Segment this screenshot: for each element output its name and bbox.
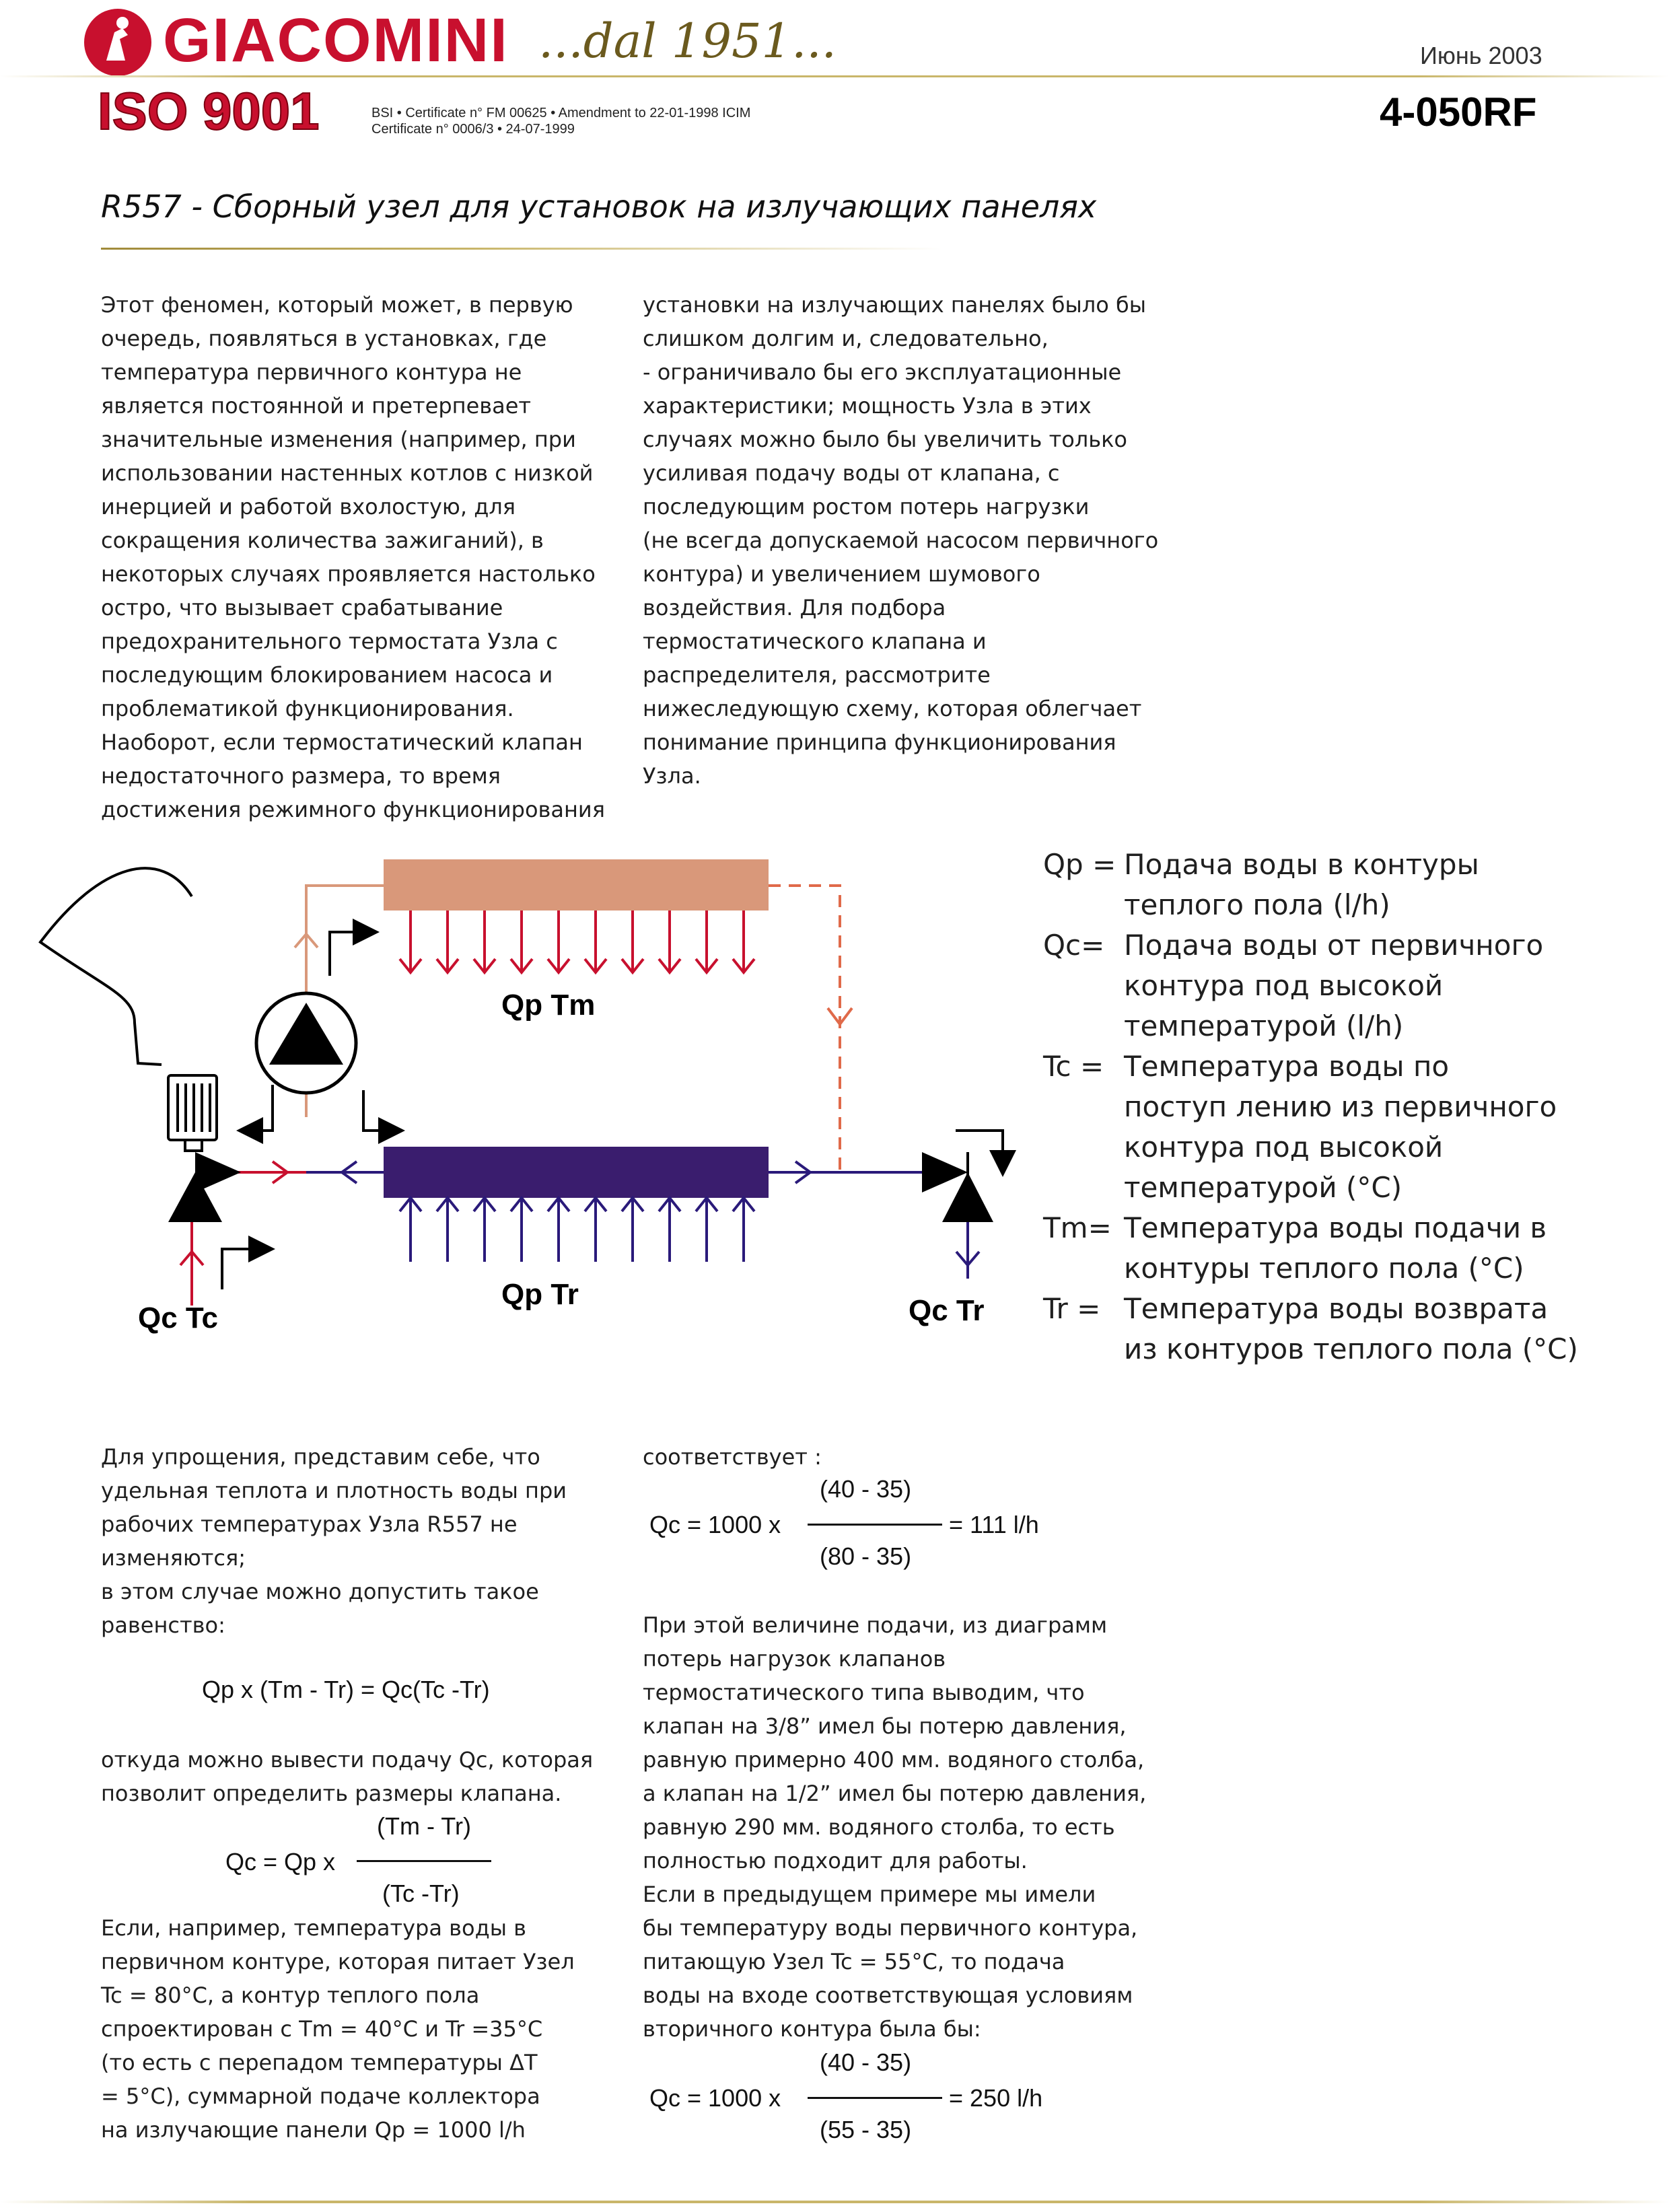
equation-qc-numerator: (Tm - Tr)	[377, 1812, 471, 1840]
return-circuits	[400, 1198, 754, 1262]
document-code: 4-050RF	[1380, 90, 1537, 135]
legend-description: Подача воды в контуры теплого пола (l/h)	[1124, 848, 1479, 921]
legend-description: Температура воды подачи в контуры теплого пола (°C)	[1124, 1211, 1547, 1285]
flow-arrow-top-icon	[330, 932, 377, 976]
legend-description: Температура воды по поступ лению из первичного контура под высокой температурой (°C)	[1124, 1050, 1557, 1204]
pump-icon	[256, 993, 356, 1093]
certificate-line-2: Certificate n° 0006/3 • 24-07-1999	[371, 122, 575, 137]
brand-name: GIACOMINI	[163, 6, 509, 75]
equation-example1-denominator: (80 - 35)	[820, 1542, 912, 1570]
header-rule	[0, 75, 1669, 77]
footer-rule	[0, 2201, 1669, 2203]
legend-description: Подача воды от первичного контура под высокой температурой (l/h)	[1124, 929, 1544, 1042]
giacomini-mark-icon	[81, 5, 155, 79]
legend-row-qc	[1043, 925, 1582, 1046]
document-date: Июнь 2003	[1420, 42, 1542, 69]
return-valve-icon	[922, 1152, 993, 1222]
bypass-dashed-pipe	[769, 886, 840, 1172]
equation-qc-denominator: (Tc -Tr)	[382, 1880, 460, 1907]
legend	[1043, 845, 1582, 1369]
equation-example1-left: Qc = 1000 x	[649, 1511, 781, 1538]
lower-column-1-derive: откуда можно вывести подачу Qc, которая позволит определить размеры клапана.	[101, 1747, 594, 1806]
equation-example1-fraction-line	[808, 1524, 942, 1526]
sensor-cable	[40, 868, 192, 1065]
flow-arrow-inlet-icon	[222, 1249, 273, 1289]
logo	[81, 5, 511, 79]
legend-symbol: Tr =	[1043, 1292, 1101, 1325]
equation-example2-fraction-line	[808, 2097, 942, 2099]
equation-example2-left: Qc = 1000 x	[649, 2084, 781, 2112]
label-qp-tm: Qp Tm	[501, 989, 596, 1022]
mixing-valve-icon	[168, 1152, 241, 1222]
legend-symbol: Tc =	[1043, 1050, 1104, 1083]
legend-symbol: Tm=	[1043, 1211, 1112, 1244]
label-qp-tr: Qp Tr	[501, 1278, 579, 1311]
supply-manifold	[384, 859, 769, 911]
legend-row-qp	[1043, 845, 1582, 925]
legend-row-tm	[1043, 1208, 1582, 1289]
equation-heat-balance: Qp x (Tm - Tr) = Qc(Tc -Tr)	[202, 1676, 490, 1703]
flow-arrow-return-icon	[956, 1131, 1003, 1174]
legend-symbol: Qp =	[1043, 848, 1116, 881]
thermostatic-head-icon	[168, 1075, 217, 1151]
page-title: R557 - Сборный узел для установок на излучающих панелях	[101, 188, 1097, 225]
equation-example1-numerator: (40 - 35)	[820, 1475, 912, 1503]
intro-column-2: установки на излучающих панелях было бы слишком долгим и, следовательно, - ограничивало бы его эксплуатационные характеристики; мощность Узла в этих случаях можно было бы увеличить только усиливая подачу воды от клапана, с последующим ростом потерь нагрузки (не всегда допускаемой насосом первичного контура) и увеличением шумового воздействия. Для подбора термостатического клапана и распределителя, рассмотрите нижеследующую схему, которая облегчает понимание принципа функционирования Узла.	[643, 292, 1159, 789]
legend-description: Температура воды возврата из контуров теплого пола (°C)	[1124, 1292, 1578, 1365]
return-manifold	[384, 1147, 769, 1198]
flow-arrow-left-pump-icon	[239, 1085, 273, 1131]
equation-example2-result: = 250 l/h	[949, 2084, 1043, 2112]
lower-column-2-corresponds: соответствует :	[643, 1444, 822, 1470]
flow-arrow-right-pump-icon	[363, 1090, 402, 1131]
equation-qc-fraction-line	[357, 1860, 491, 1862]
legend-row-tc	[1043, 1046, 1582, 1208]
supply-circuits	[400, 911, 754, 972]
certificate-line-1: BSI • Certificate n° FM 00625 • Amendment to 22-01-1998 ICIM	[371, 106, 751, 120]
system-diagram	[0, 834, 1023, 1359]
equation-example2-denominator: (55 - 35)	[820, 2116, 912, 2143]
intro-column-1: Этот феномен, который может, в первую очередь, появляться в установках, где температура первичного контура не является постоянной и претерпевает значительные изменения (например, при использовании настенных котлов с низкой инерцией и работой вхолостую, для сокращения количества зажиганий), в некоторых случаях проявляется настолько остро, что вызывает срабатывание предохранительного термостата Узла с последующим блокированием насоса и проблематикой функционирования. Наоборот, если термостатический клапан недостаточного размера, то время достижения режимного функционирования	[101, 292, 605, 822]
title-rule	[101, 248, 942, 250]
lower-column-1-intro: Для упрощения, представим себе, что удельная теплота и плотность воды при рабочих температурах Узла R557 не изменяются; в этом случае можно допустить такое равенство:	[101, 1444, 567, 1638]
equation-example1-result: = 111 l/h	[949, 1511, 1039, 1538]
iso-badge: ISO 9001	[98, 81, 320, 141]
lower-column-2-analysis: При этой величине подачи, из диаграмм потерь нагрузок клапанов термостатического типа выводим, что клапан на 3/8” имел бы потерю давления, равную примерно 400 мм. водяного столба, а клапан на 1/2” имел бы потерю давления, равную 290 мм. водяного столба, то есть полностью подходит для работы. Если в предыдущем примере мы имели бы температуру воды первичного контура, питающую Узел Tc = 55°C, то подача воды на входе соответствующая условиям вторичного контура была бы:	[643, 1612, 1147, 2042]
equation-example2-numerator: (40 - 35)	[820, 2048, 912, 2076]
legend-row-tr	[1043, 1289, 1582, 1369]
tagline: ...dal 1951...	[538, 13, 837, 69]
label-qc-tr: Qc Tr	[909, 1294, 985, 1327]
lower-column-1-example: Если, например, температура воды в первичном контуре, которая питает Узел Tc = 80°C, а контур теплого пола спроектирован с Tm = 40°C и Tr =35°C (то есть с перепадом температуры ΔT = 5°C), суммарной подаче коллектора на излучающие панели Qp = 1000 l/h	[101, 1915, 575, 2143]
equation-qc-left: Qc = Qp x	[225, 1848, 336, 1876]
label-qc-tc: Qc Tc	[138, 1301, 219, 1334]
legend-symbol: Qc=	[1043, 929, 1105, 962]
